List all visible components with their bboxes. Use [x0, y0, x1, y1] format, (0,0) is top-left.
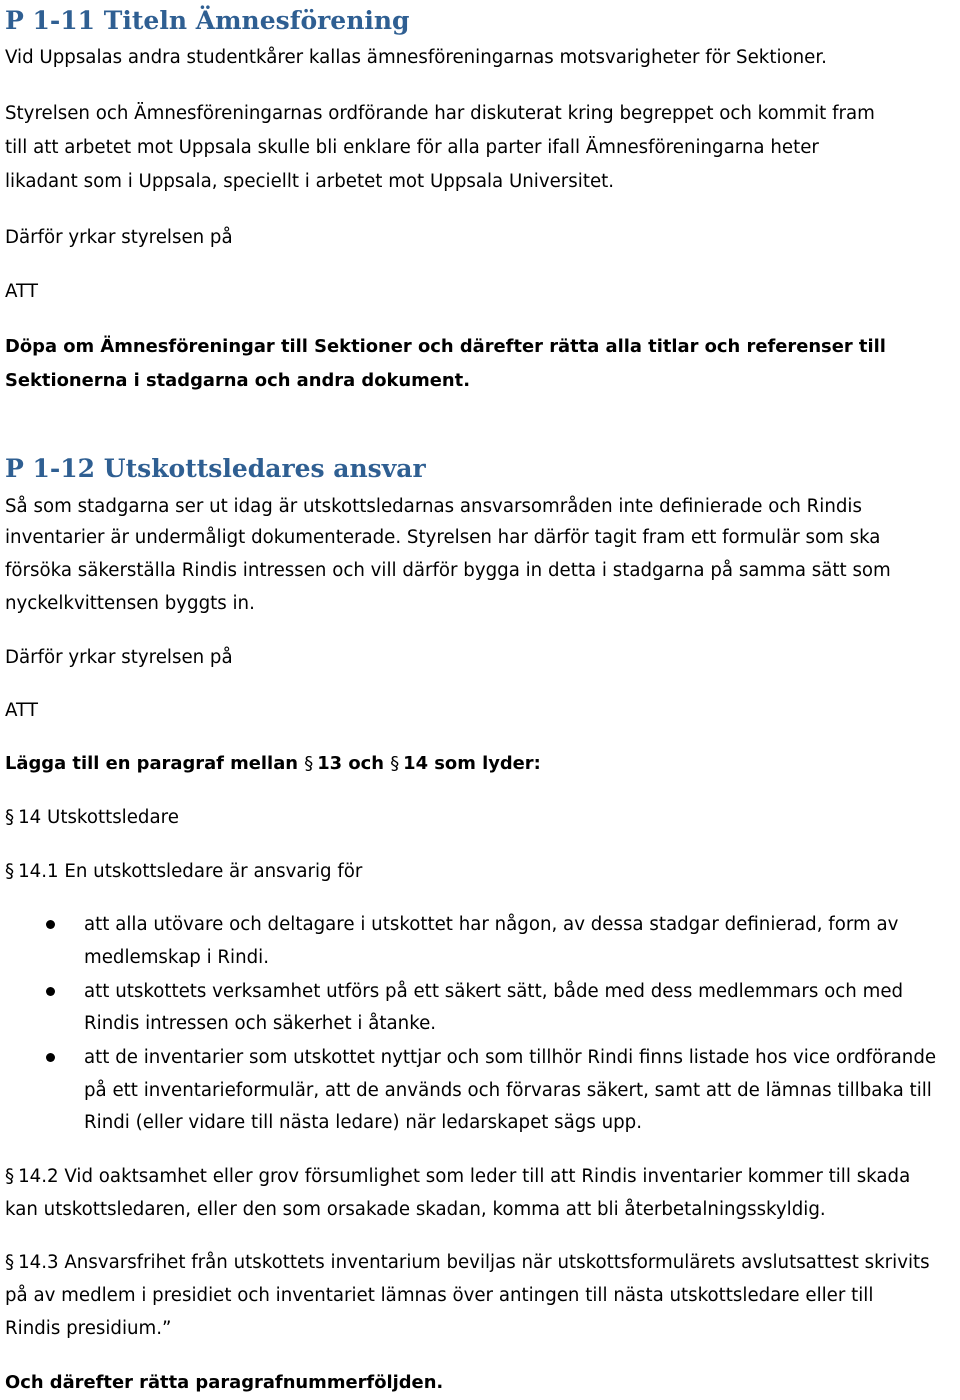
paragraph-14-1: [5, 855, 960, 889]
proposal-part: 14 som lyder:: [403, 753, 541, 774]
list-item: [46, 976, 946, 1041]
paragraph-text: 14.3 Ansvarsfrihet från utskottets inventarium beviljas när utskottsformulärets avslutsattest skrivits: [18, 1252, 930, 1273]
body-line: inventarier är undermåligt dokumenterade. Styrelsen har därför tagit fram ett formulär som ska: [5, 527, 881, 548]
list-item-text: att utskottets verksamhet utförs på ett säkert sätt, både med dess medlemmars och med Rindis intressen och säkerhet i åtanke.: [84, 980, 904, 1034]
proposal-line: [5, 747, 960, 781]
paragraph-14-3-line: Rindis presidium.”: [5, 1318, 172, 1339]
paragraph-sign: §: [304, 753, 314, 774]
paragraph-14-title: [5, 801, 960, 835]
proposal-line: Döpa om Ämnesföreningar till Sektioner och därefter rätta alla titlar och referenser till: [5, 336, 886, 357]
proposal-line: Sektionerna i stadgarna och andra dokument.: [5, 370, 470, 391]
paragraph-sign: §: [5, 861, 15, 882]
section-heading-p1-12: P 1-12 Utskottsledares ansvar: [5, 454, 426, 483]
paragraph-sign: §: [5, 1166, 15, 1187]
bullet-icon: [46, 920, 55, 929]
paragraph-sign: §: [5, 807, 15, 828]
bullet-icon: [46, 1053, 55, 1062]
list-item-text: att alla utövare och deltagare i utskottet har någon, av dessa stadgar definierad, form av medlemskap i Rindi.: [84, 914, 899, 968]
paragraph-text: 14 Utskottsledare: [18, 807, 179, 828]
paragraph-sign: §: [5, 1252, 15, 1273]
proposal-part: Lägga till en paragraf mellan: [5, 753, 305, 774]
proposal-part: 13 och: [317, 753, 391, 774]
paragraph-14-3-line: på av medlem i presidiet och inventariet lämnas över antingen till nästa utskottsledare eller till: [5, 1285, 874, 1306]
paragraph-14-2-line: kan utskottsledaren, eller den som orsakade skadan, komma att bli återbetalningsskyldig.: [5, 1199, 826, 1220]
body-line: likadant som i Uppsala, speciellt i arbetet mot Uppsala Universitet.: [5, 171, 615, 192]
list-item: [46, 1042, 946, 1140]
bullet-icon: [46, 987, 55, 996]
proposal-intro: Därför yrkar styrelsen på: [5, 647, 233, 668]
paragraph-text: 14.2 Vid oaktsamhet eller grov försumlighet som leder till att Rindis inventarier kommer till skada: [18, 1166, 911, 1187]
list-item: [46, 909, 946, 974]
paragraph-14-2-line: [5, 1160, 960, 1194]
proposal-intro: Därför yrkar styrelsen på: [5, 227, 233, 248]
paragraph-text: 14.1 En utskottsledare är ansvarig för: [18, 861, 363, 882]
responsibility-list: [46, 909, 946, 1141]
paragraph-sign: §: [390, 753, 400, 774]
list-item-text: att de inventarier som utskottet nyttjar och som tillhör Rindi finns listade hos vice ordförande på ett inventarieformulär, att de används och förvaras säkert, samt att de lämnas tillbaka till Rindi (eller vidare till nästa ledare) när ledarskapet sägs upp.: [84, 1047, 937, 1133]
att-label: ATT: [5, 281, 38, 302]
att-label: ATT: [5, 700, 38, 721]
paragraph-14-3-line: [5, 1246, 960, 1280]
body-line: Så som stadgarna ser ut idag är utskottsledarnas ansvarsområden inte definierade och Rindis: [5, 496, 862, 517]
body-line: Styrelsen och Ämnesföreningarnas ordförande har diskuterat kring begreppet och kommit fram: [5, 103, 875, 124]
body-line: till att arbetet mot Uppsala skulle bli enklare för alla parter ifall Ämnesföreningarna heter: [5, 137, 819, 158]
body-line: nyckelkvittensen byggts in.: [5, 593, 255, 614]
closing-statement: Och därefter rätta paragrafnummerföljden.: [5, 1372, 444, 1393]
body-line: försöka säkerställa Rindis intressen och vill därför bygga in detta i stadgarna på samma sätt som: [5, 560, 891, 581]
intro-paragraph: Vid Uppsalas andra studentkårer kallas ämnesföreningarnas motsvarigheter för Sektioner.: [5, 47, 827, 68]
section-heading-p1-11: P 1-11 Titeln Ämnesförening: [5, 6, 410, 35]
